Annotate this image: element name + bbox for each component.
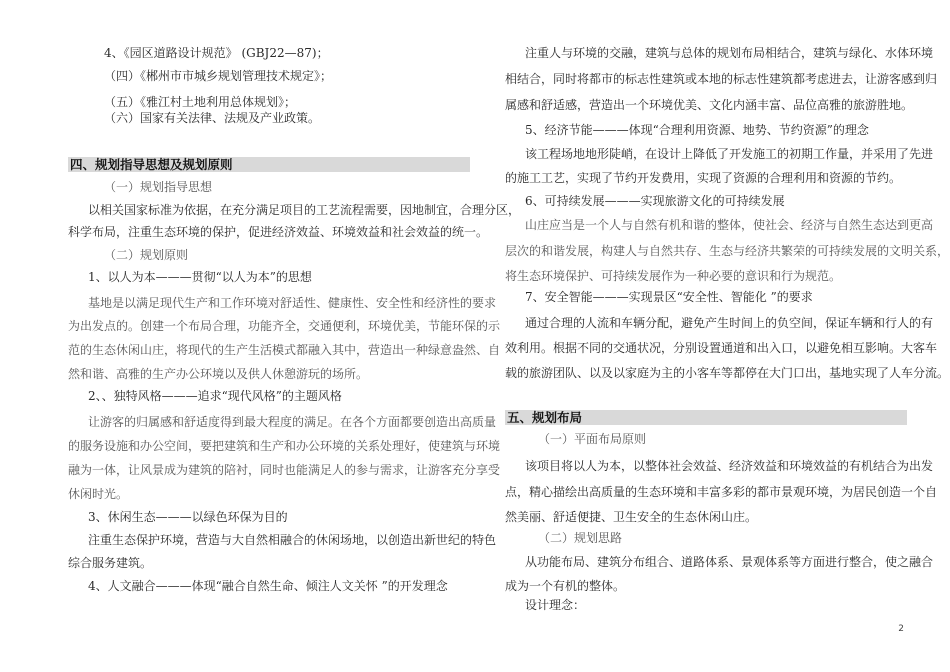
page-number: 2: [898, 624, 904, 634]
paragraph-line: 让游客的归属感和舒适度得到最大程度的满足。在各个方面都要创造出高质量: [88, 415, 497, 429]
paragraph-line: 将生态环境保护、可持续发展作为一种必要的意识和行为规范。: [505, 269, 842, 283]
paragraph-line: 通过合理的人流和车辆分配，避免产生时间上的负空间，保证车辆和行人的有: [525, 316, 934, 330]
subsection-principles: （二）规划原则: [104, 248, 189, 262]
principle-5-title: 5、经济节能———体现“合理利用资源、地势、节约资源”的理念: [525, 123, 869, 137]
design-concept-label: 设计理念：: [525, 598, 586, 612]
paragraph-line: 载的旅游团队、以及以家庭为主的小客车等都停在大门口出，基地实现了人车分流。: [505, 366, 950, 380]
paragraph-line: 成为一个有机的整体。: [505, 579, 626, 593]
principle-1-title: 1、以人为本———贯彻“以人为本”的思想: [88, 270, 312, 284]
paragraph-line: 范的生态休闲山庄，将现代的生产生活模式都融入其中，营造出一种绿意盎然、自: [68, 343, 501, 357]
section-5-heading: 五、规划布局: [505, 410, 907, 425]
paragraph-line: 注重生态保护环境，营造与大自然相融合的休闲场地，以创造出新世纪的特色: [88, 533, 497, 547]
subsection-plane-layout: （一）平面布局原则: [538, 432, 647, 446]
paragraph-line: 从功能布局、建筑分布组合、道路体系、景观体系等方面进行整合，使之融合: [525, 555, 934, 569]
paragraph-line: 科学布局，注重生态环境的保护，促进经济效益、环境效益和社会效益的统一。: [68, 225, 489, 239]
section-4-heading: 四、规划指导思想及规划原则: [68, 157, 470, 172]
ref-line-1: 4、《园区道路设计规范》 (GBJ22—87)；: [104, 46, 329, 60]
principle-7-title: 7、安全智能———实现景区“安全性、智能化 ”的要求: [525, 290, 813, 304]
ref-line-4: （六）国家有关法律、法规及产业政策。: [104, 111, 321, 125]
paragraph-line: 该项目将以人为本，以整体社会效益、经济效益和环境效益的有机结合为出发: [525, 459, 934, 473]
principle-6-title: 6、可持续发展———实现旅游文化的可持续发展: [525, 194, 785, 208]
paragraph-line: 基地是以满足现代生产和工作环境对舒适性、健康性、安全性和经济性的要求: [88, 296, 497, 310]
paragraph-line: 然和谐、高雅的生产办公环境以及供人休憩游玩的场所。: [68, 367, 369, 381]
paragraph-line: 效利用。根据不同的交通状况，分别设置通道和出入口，以避免相互影响。大客车: [505, 341, 938, 355]
paragraph-line: 属感和舒适感，营造出一个环境优美、文化内涵丰富、品位高雅的旅游胜地。: [505, 98, 914, 112]
paragraph-line: 综合服务建筑。: [68, 556, 153, 570]
principle-2-title: 2、、独特风格———追求“现代风格”的主题风格: [88, 389, 342, 403]
paragraph-line: 的服务设施和办公空间，要把建筑和生产和办公环境的关系处理好，使建筑与环境: [68, 439, 501, 453]
principle-4-title: 4、人文融合———体现“融合自然生命、倾注人文关怀 ”的开发理念: [88, 579, 448, 593]
ref-line-3: （五）《雅江村土地利用总体规划》；: [104, 95, 297, 109]
paragraph-line: 山庄应当是一个人与自然有机和谐的整体，使社会、经济与自然生态达到更高: [525, 218, 934, 232]
paragraph-line: 休闲时光。: [68, 487, 129, 501]
paragraph-line: 的施工工艺，实现了节约开发费用，实现了资源的合理利用和资源的节约。: [505, 171, 902, 185]
paragraph-line: 点，精心描绘出高质量的生态环境和丰富多彩的都市景观环境，为居民创造一个自: [505, 485, 938, 499]
paragraph-line: 该工程场地地形陡峭，在设计上降低了开发施工的初期工作量，并采用了先进: [525, 147, 934, 161]
principle-3-title: 3、休闲生态———以绿色环保为目的: [88, 510, 288, 524]
subsection-planning-approach: （二）规划思路: [538, 531, 623, 545]
paragraph-line: 层次的和谐发展，构建人与自然共存、生态与经济共繁荣的可持续发展的文明关系，: [505, 244, 950, 258]
paragraph-line: 相结合，同时将都市的标志性建筑或本地的标志性建筑都考虑进去，让游客感到归: [505, 72, 938, 86]
ref-line-2: （四）《郴州市市城乡规划管理技术规定》；: [104, 69, 333, 83]
paragraph-line: 然美丽、舒适便捷、卫生安全的生态休闲山庄。: [505, 510, 758, 524]
subsection-guiding-idea: （一）规划指导思想: [104, 180, 213, 194]
paragraph-line: 为出发点的。创建一个布局合理，功能齐全，交通便利，环境优美，节能环保的示: [68, 319, 501, 333]
paragraph-line: 融为一体，让风景成为建筑的陪衬，同时也能满足人的参与需求，让游客充分享受: [68, 463, 501, 477]
paragraph-line: 注重人与环境的交融，建筑与总体的规划布局相结合，建筑与绿化、水体环境: [525, 46, 934, 60]
paragraph-line: 以相关国家标准为依据，在充分满足项目的工艺流程需要，因地制宜，合理分区，: [88, 203, 521, 217]
